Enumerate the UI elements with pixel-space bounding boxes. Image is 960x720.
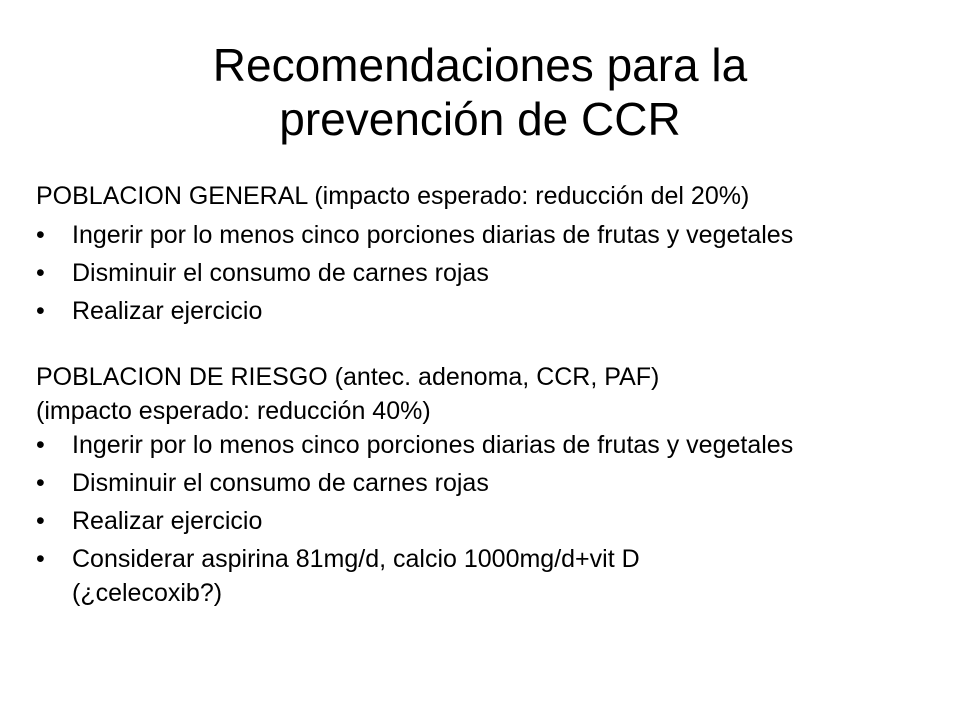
slide-title [0,38,960,146]
bullet-marker: • [36,431,45,459]
list-item [36,508,916,534]
bullet-text: Realizar ejercicio [72,297,263,325]
list-item [36,222,916,248]
bullet-marker: • [36,545,45,573]
risk-population-heading: POBLACION DE RIESGO (antec. adenoma, CCR, PAF) [36,363,660,391]
bullet-text: Disminuir el consumo de carnes rojas [72,469,489,497]
risk-population-subheading: (impacto esperado: reducción 40%) [36,397,431,425]
title-line-2: prevención de CCR [279,93,681,145]
bullet-marker: • [36,507,45,535]
list-item [36,470,916,496]
bullet-marker: • [36,259,45,287]
slide-body [36,183,916,606]
bullet-continuation: (¿celecoxib?) [72,579,223,607]
bullet-text: Disminuir el consumo de carnes rojas [72,259,489,287]
bullet-marker: • [36,297,45,325]
bullet-text: Ingerir por lo menos cinco porciones diarias de frutas y vegetales [72,431,794,459]
bullet-text: Considerar aspirina 81mg/d, calcio 1000mg/d+vit D [72,545,640,573]
bullet-marker: • [36,469,45,497]
general-population-heading: POBLACION GENERAL (impacto esperado: reducción del 20%) [36,182,750,210]
title-line-1: Recomendaciones para la [212,39,748,91]
bullet-marker: • [36,221,45,249]
list-item [36,260,916,286]
bullet-text: Ingerir por lo menos cinco porciones diarias de frutas y vegetales [72,221,794,249]
list-item [36,298,916,324]
bullet-text: Realizar ejercicio [72,507,263,535]
list-item [36,546,916,572]
list-item [36,432,916,458]
